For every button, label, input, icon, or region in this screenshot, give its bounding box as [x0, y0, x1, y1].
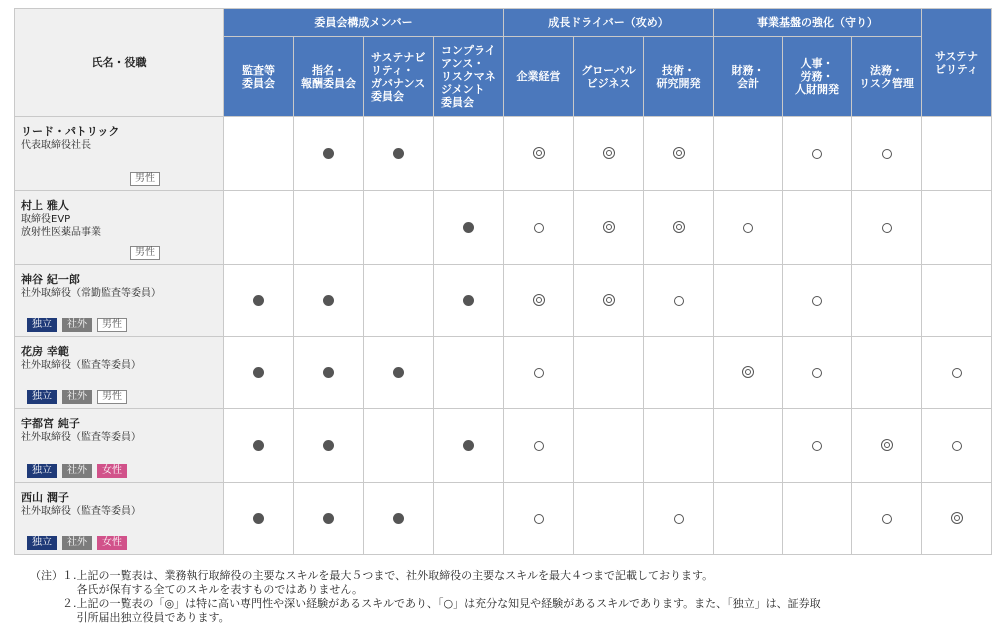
skill-cell [783, 265, 852, 337]
director-name: リード・パトリック [21, 125, 120, 138]
skill-cell [364, 117, 434, 191]
skill-double-circle-icon [881, 439, 893, 451]
tag-badge: 独立 [27, 318, 57, 332]
skill-cell [644, 337, 714, 409]
skill-circle-icon [743, 223, 753, 233]
skill-double-circle-icon [673, 221, 685, 233]
skill-circle-icon [674, 514, 684, 524]
skill-cell [504, 337, 574, 409]
skill-circle-icon [812, 441, 822, 451]
skill-cell [294, 265, 364, 337]
skill-double-circle-icon [533, 147, 545, 159]
footnote-line: １.上記の一覧表は、業務執行取締役の主要なスキルを最大５つまで、社外取締役の主要なスキルを最大４つまで記載しております。 [62, 569, 714, 582]
skill-double-circle-icon [673, 147, 685, 159]
skill-circle-icon [812, 149, 822, 159]
skill-cell [434, 191, 504, 265]
skill-cell [364, 191, 434, 265]
skill-cell [434, 117, 504, 191]
committee-member-dot-icon [463, 440, 474, 451]
skill-cell [224, 265, 294, 337]
footnote-prefix: （注） [30, 569, 63, 582]
skill-cell [574, 265, 644, 337]
director-role: 社外取締役（監査等委員） [21, 432, 141, 443]
director-name: 宇都宮 純子 [21, 417, 80, 430]
director-tags [130, 246, 165, 260]
committee-member-dot-icon [253, 513, 264, 524]
skill-cell [852, 409, 922, 483]
tag-badge: 男性 [130, 246, 160, 260]
skill-cell [644, 191, 714, 265]
director-info-cell [15, 265, 224, 337]
footnote-line: ２.上記の一覧表の「◎」は特に高い専門性や深い経験があるスキルであり、「○」は充分な知見や経験があるスキルであります。また、「独立」は、証券取 [62, 597, 821, 610]
tag-badge: 社外 [62, 390, 92, 404]
skill-double-circle-icon [603, 221, 615, 233]
tag-badge: 社外 [62, 536, 92, 550]
skill-cell [644, 483, 714, 555]
skill-circle-icon [812, 296, 822, 306]
tag-badge: 独立 [27, 390, 57, 404]
director-role: 代表取締役社長 [21, 140, 91, 151]
skill-cell [504, 483, 574, 555]
col-global-business: グローバル ビジネス [574, 37, 644, 117]
skill-cell [714, 483, 783, 555]
skill-cell [294, 117, 364, 191]
director-tags [27, 464, 132, 478]
director-role: 取締役EVP 放射性医薬品事業 [21, 214, 101, 238]
committee-member-dot-icon [253, 440, 264, 451]
col-legal: 法務・ リスク管理 [852, 37, 922, 117]
skill-circle-icon [882, 149, 892, 159]
committee-member-dot-icon [463, 222, 474, 233]
skill-cell [574, 337, 644, 409]
director-tags [27, 318, 132, 332]
tag-badge: 男性 [97, 318, 127, 332]
skill-cell [714, 409, 783, 483]
tag-badge: 社外 [62, 318, 92, 332]
skill-cell [783, 483, 852, 555]
committee-member-dot-icon [393, 367, 404, 378]
skill-cell [644, 117, 714, 191]
skill-cell [922, 191, 992, 265]
director-name: 花房 幸範 [21, 345, 69, 358]
director-row [15, 337, 992, 409]
tag-badge: 独立 [27, 536, 57, 550]
skill-cell [294, 409, 364, 483]
skill-cell [644, 409, 714, 483]
skill-cell [224, 409, 294, 483]
skill-matrix-table [14, 8, 992, 555]
tag-badge: 社外 [62, 464, 92, 478]
director-row [15, 483, 992, 555]
footnote-line: 各氏が保有する全てのスキルを表すものではありません。 [62, 583, 364, 596]
skill-cell [574, 117, 644, 191]
group-growth-driver: 成長ドライバー（攻め） [504, 9, 714, 37]
skill-cell [783, 191, 852, 265]
skill-cell [922, 483, 992, 555]
committee-member-dot-icon [323, 367, 334, 378]
committee-member-dot-icon [393, 513, 404, 524]
skill-cell [574, 483, 644, 555]
skill-cell [504, 265, 574, 337]
director-row [15, 265, 992, 337]
col-finance: 財務・ 会計 [714, 37, 783, 117]
skill-circle-icon [882, 223, 892, 233]
director-role: 社外取締役（監査等委員） [21, 360, 141, 371]
group-committee: 委員会構成メンバー [224, 9, 504, 37]
skill-cell [922, 117, 992, 191]
director-name: 神谷 紀一郎 [21, 273, 80, 286]
skill-cell [852, 117, 922, 191]
director-role: 社外取締役（監査等委員） [21, 506, 141, 517]
tag-badge: 男性 [97, 390, 127, 404]
skill-cell [364, 265, 434, 337]
skill-cell [783, 337, 852, 409]
skill-cell [922, 337, 992, 409]
skill-cell [294, 191, 364, 265]
director-role: 社外取締役（常勤監査等委員） [21, 288, 161, 299]
director-tags [130, 172, 165, 186]
skill-matrix [14, 8, 992, 555]
skill-cell [434, 265, 504, 337]
col-rnd: 技術・ 研究開発 [644, 37, 714, 117]
skill-double-circle-icon [951, 512, 963, 524]
skill-cell [783, 117, 852, 191]
committee-member-dot-icon [393, 148, 404, 159]
tag-badge: 女性 [97, 536, 127, 550]
col-hr: 人事・ 労務・ 人財開発 [783, 37, 852, 117]
skill-circle-icon [882, 514, 892, 524]
skill-cell [224, 191, 294, 265]
skill-cell [644, 265, 714, 337]
col-audit-committee: 監査等 委員会 [224, 37, 294, 117]
tag-badge: 男性 [130, 172, 160, 186]
committee-member-dot-icon [253, 367, 264, 378]
director-info-cell [15, 337, 224, 409]
skill-cell [852, 191, 922, 265]
tag-badge: 独立 [27, 464, 57, 478]
skill-circle-icon [534, 441, 544, 451]
director-info-cell [15, 191, 224, 265]
header-name-role: 氏名・役職 [15, 9, 224, 117]
skill-cell [574, 409, 644, 483]
col-management: 企業経営 [504, 37, 574, 117]
col-nomination-committee: 指名・ 報酬委員会 [294, 37, 364, 117]
committee-member-dot-icon [253, 295, 264, 306]
skill-circle-icon [952, 368, 962, 378]
skill-cell [574, 191, 644, 265]
committee-member-dot-icon [323, 513, 334, 524]
director-name: 西山 潤子 [21, 491, 69, 504]
director-info-cell [15, 483, 224, 555]
skill-cell [714, 191, 783, 265]
director-info-cell [15, 409, 224, 483]
skill-circle-icon [534, 223, 544, 233]
skill-cell [434, 337, 504, 409]
director-info-cell [15, 117, 224, 191]
skill-double-circle-icon [603, 294, 615, 306]
director-row [15, 117, 992, 191]
skill-cell [434, 409, 504, 483]
skill-double-circle-icon [603, 147, 615, 159]
skill-cell [224, 337, 294, 409]
committee-member-dot-icon [323, 148, 334, 159]
skill-circle-icon [534, 514, 544, 524]
skill-circle-icon [952, 441, 962, 451]
committee-member-dot-icon [323, 440, 334, 451]
committee-member-dot-icon [323, 295, 334, 306]
skill-cell [364, 483, 434, 555]
skill-cell [434, 483, 504, 555]
skill-cell [852, 265, 922, 337]
skill-cell [294, 337, 364, 409]
skill-circle-icon [812, 368, 822, 378]
committee-member-dot-icon [463, 295, 474, 306]
group-foundation: 事業基盤の強化（守り） [714, 9, 922, 37]
skill-circle-icon [534, 368, 544, 378]
footnote-line: 引所届出独立役員であります。 [62, 611, 230, 624]
director-tags [27, 390, 132, 404]
skill-cell [364, 409, 434, 483]
tag-badge: 女性 [97, 464, 127, 478]
skill-cell [852, 337, 922, 409]
skill-cell [714, 117, 783, 191]
skill-cell [714, 265, 783, 337]
skill-matrix-body [15, 117, 992, 555]
skill-double-circle-icon [533, 294, 545, 306]
skill-double-circle-icon [742, 366, 754, 378]
skill-cell [224, 117, 294, 191]
col-sustainability-committee: サステナビ リティ・ ガバナンス 委員会 [364, 37, 434, 117]
skill-cell [922, 409, 992, 483]
skill-cell [852, 483, 922, 555]
skill-cell [504, 117, 574, 191]
director-name: 村上 雅人 [21, 199, 69, 212]
skill-cell [364, 337, 434, 409]
skill-cell [783, 409, 852, 483]
skill-cell [504, 191, 574, 265]
skill-cell [294, 483, 364, 555]
director-row [15, 191, 992, 265]
director-tags [27, 536, 132, 550]
skill-cell [714, 337, 783, 409]
col-compliance-committee: コンプライ アンス・ リスクマネ ジメント 委員会 [434, 37, 504, 117]
skill-cell [922, 265, 992, 337]
skill-cell [224, 483, 294, 555]
skill-circle-icon [674, 296, 684, 306]
director-row [15, 409, 992, 483]
skill-cell [504, 409, 574, 483]
col-sustainability-skill: サステナ ビリティ [922, 9, 992, 117]
